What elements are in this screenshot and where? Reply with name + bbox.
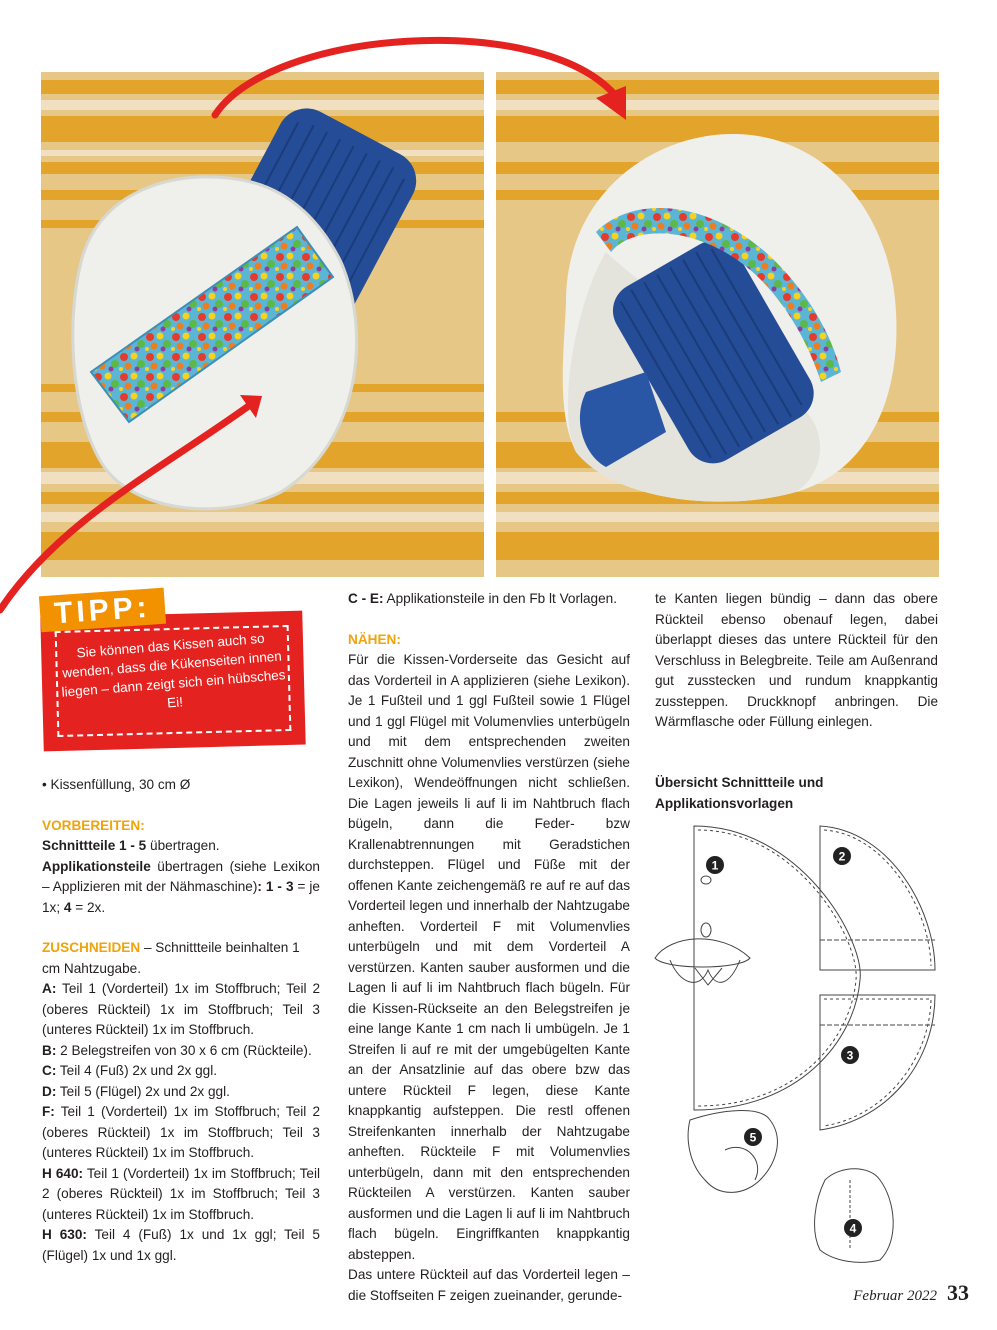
column-1 [42, 775, 320, 1266]
svg-text:5: 5 [749, 1130, 757, 1145]
issue-month: Februar 2022 [853, 1288, 937, 1304]
svg-text:2: 2 [838, 849, 846, 864]
naehen-text: Für die Kissen-Vorderseite das Gesicht auf das Vorderteil in A applizieren (siehe Lexikon). Je 1 Fußteil und 1 ggl Fußteil sowie 1 Flügel und 1 ggl Flügel mit Volumenvlies unterbügeln und mit dem entsprechenden zweiten Zuschnitt ohne Volumenvlies verstürzen (siehe Lexikon), Wendeöffnungen nicht schließen. Die Lagen jeweils li auf li im Nahtbruch flach bügeln, dann die Feder- bzw Krallenabtrennungen mit Geradstichen durchsteppen. Flügel und Füße mit der offenen Kante zeichengemäß re auf re auf das Vorderteil legen und innerhalb der Nahtzugabe anheften. Vorderteil F mit Volumenvlies unterbügeln und mit dem Vorderteil A verstürzen. Kanten sauber ausformen und die Lagen li auf li im Nahtbruch flach bügeln. Für die Kissen-Rückseite an den Belegstreifen je eine lange Kante 1 cm nach li umbügeln. Je 1 Streifen li auf re mit der umgebügelten Kante an der Ansatzlinie auf das obere bzw das untere Rückteil F legen, diese Kante knappkantig aufsteppen. Die restl offenen Streifenkanten innerhalb der Nahtzugabe anheften. Rückteile F mit Volumenvlies unterbügeln, dann mit den entsprechenden Rückteilen A verstürzen. Kanten sauber ausformen und die Lagen li auf li im Nahtbruch flach bügeln. Eingriffkanten knappkantig absteppen. [348, 652, 630, 1262]
naehen-text-3: te Kanten liegen bündig – dann das obere Rückteil ebenso obenauf legen, dabei überlappt dieses das untere Rückteil für den Verschluss in Belegbreite. Teile am Außenrand gut zusstecken und rundum knappkantig zussteppen. Druckknopf anbringen. Die Wärmflasche oder Füllung einlegen. [655, 591, 938, 729]
vorbereiten-step-1: Schnittteile 1 - 5 übertragen. [42, 838, 220, 853]
page-number: 33 [947, 1280, 969, 1305]
svg-text:3: 3 [846, 1048, 854, 1063]
material-item: • Kissenfüllung, 30 cm Ø [42, 777, 191, 792]
tipp-panel [40, 611, 305, 752]
number-circle-4 [843, 1218, 863, 1238]
column-3 [655, 589, 938, 733]
cut-H640: H 640: Teil 1 (Vorderteil) 1x im Stoffbruch; Teil 2 (oberes Rückteil) 1x im Stoffbruch; Teil 3 (unteres Rückteil) 1x im Stoffbruch. [42, 1165, 320, 1222]
overview-title: Übersicht Schnittteile und Applikationsvorlagen [655, 775, 824, 811]
number-circle-2 [832, 846, 852, 866]
cut-D: D: Teil 5 (Flügel) 2x und 2x ggl. [42, 1083, 230, 1099]
cut-A: A: Teil 1 (Vorderteil) 1x im Stoffbruch; Teil 2 (oberes Rückteil) 1x im Stoffbruch; Teil 3 (unteres Rückteil) 1x im Stoffbruch. [42, 981, 320, 1037]
heading-vorbereiten: VORBEREITEN: [42, 817, 145, 833]
tipp-box [40, 592, 310, 752]
pattern-piece-4 [815, 1169, 894, 1263]
cut-C: C: Teil 4 (Fuß) 2x und 2x ggl. [42, 1063, 218, 1078]
pattern-piece-5 [688, 1111, 777, 1193]
page-footer [853, 1280, 969, 1306]
zuschneiden-intro: ZUSCHNEIDEN – Schnittteile beinhalten 1 cm Nahtzugabe. [42, 940, 300, 976]
column-2 [348, 589, 630, 1306]
pattern-overview-diagram [650, 820, 950, 1265]
pattern-piece-3 [820, 995, 935, 1130]
svg-text:1: 1 [711, 858, 719, 873]
cut-H630: H 630: Teil 4 (Fuß) 1x und 1x ggl; Teil 5 (Flügel) 1x und 1x ggl. [42, 1227, 320, 1263]
applikation-CE: C - E: Applikationsteile in den Fb lt Vorlagen. [348, 591, 618, 606]
heading-naehen: NÄHEN: [348, 631, 401, 647]
vorbereiten-step-2: Applikationsteile übertragen (siehe Lexikon – Applizieren mit der Nähmaschine): 1 - 3 = je 1x; 4 = 2x. [42, 858, 320, 915]
cut-B: B: 2 Belegstreifen von 30 x 6 cm (Rückteile). [42, 1042, 312, 1058]
tipp-text: Sie können das Kissen auch so wenden, dass die Kükenseiten innen liegen – dann zeigt sich ein hübsches Ei! [61, 630, 287, 711]
svg-text:4: 4 [849, 1221, 857, 1236]
cut-F: F: Teil 1 (Vorderteil) 1x im Stoffbruch; Teil 2 (oberes Rückteil) 1x im Stoffbruch; Teil 3 (unteres Rückteil) 1x im Stoffbruch. [42, 1104, 320, 1160]
number-circle-1 [705, 855, 725, 875]
naehen-text-2: Das untere Rückteil auf das Vorderteil legen – die Stoffseiten F zeigen zueinander, gerunde- [348, 1267, 630, 1303]
number-circle-3 [840, 1045, 860, 1065]
tipp-label: TIPP: [39, 588, 166, 633]
applique-face [655, 939, 750, 967]
number-circle-5 [743, 1127, 763, 1147]
